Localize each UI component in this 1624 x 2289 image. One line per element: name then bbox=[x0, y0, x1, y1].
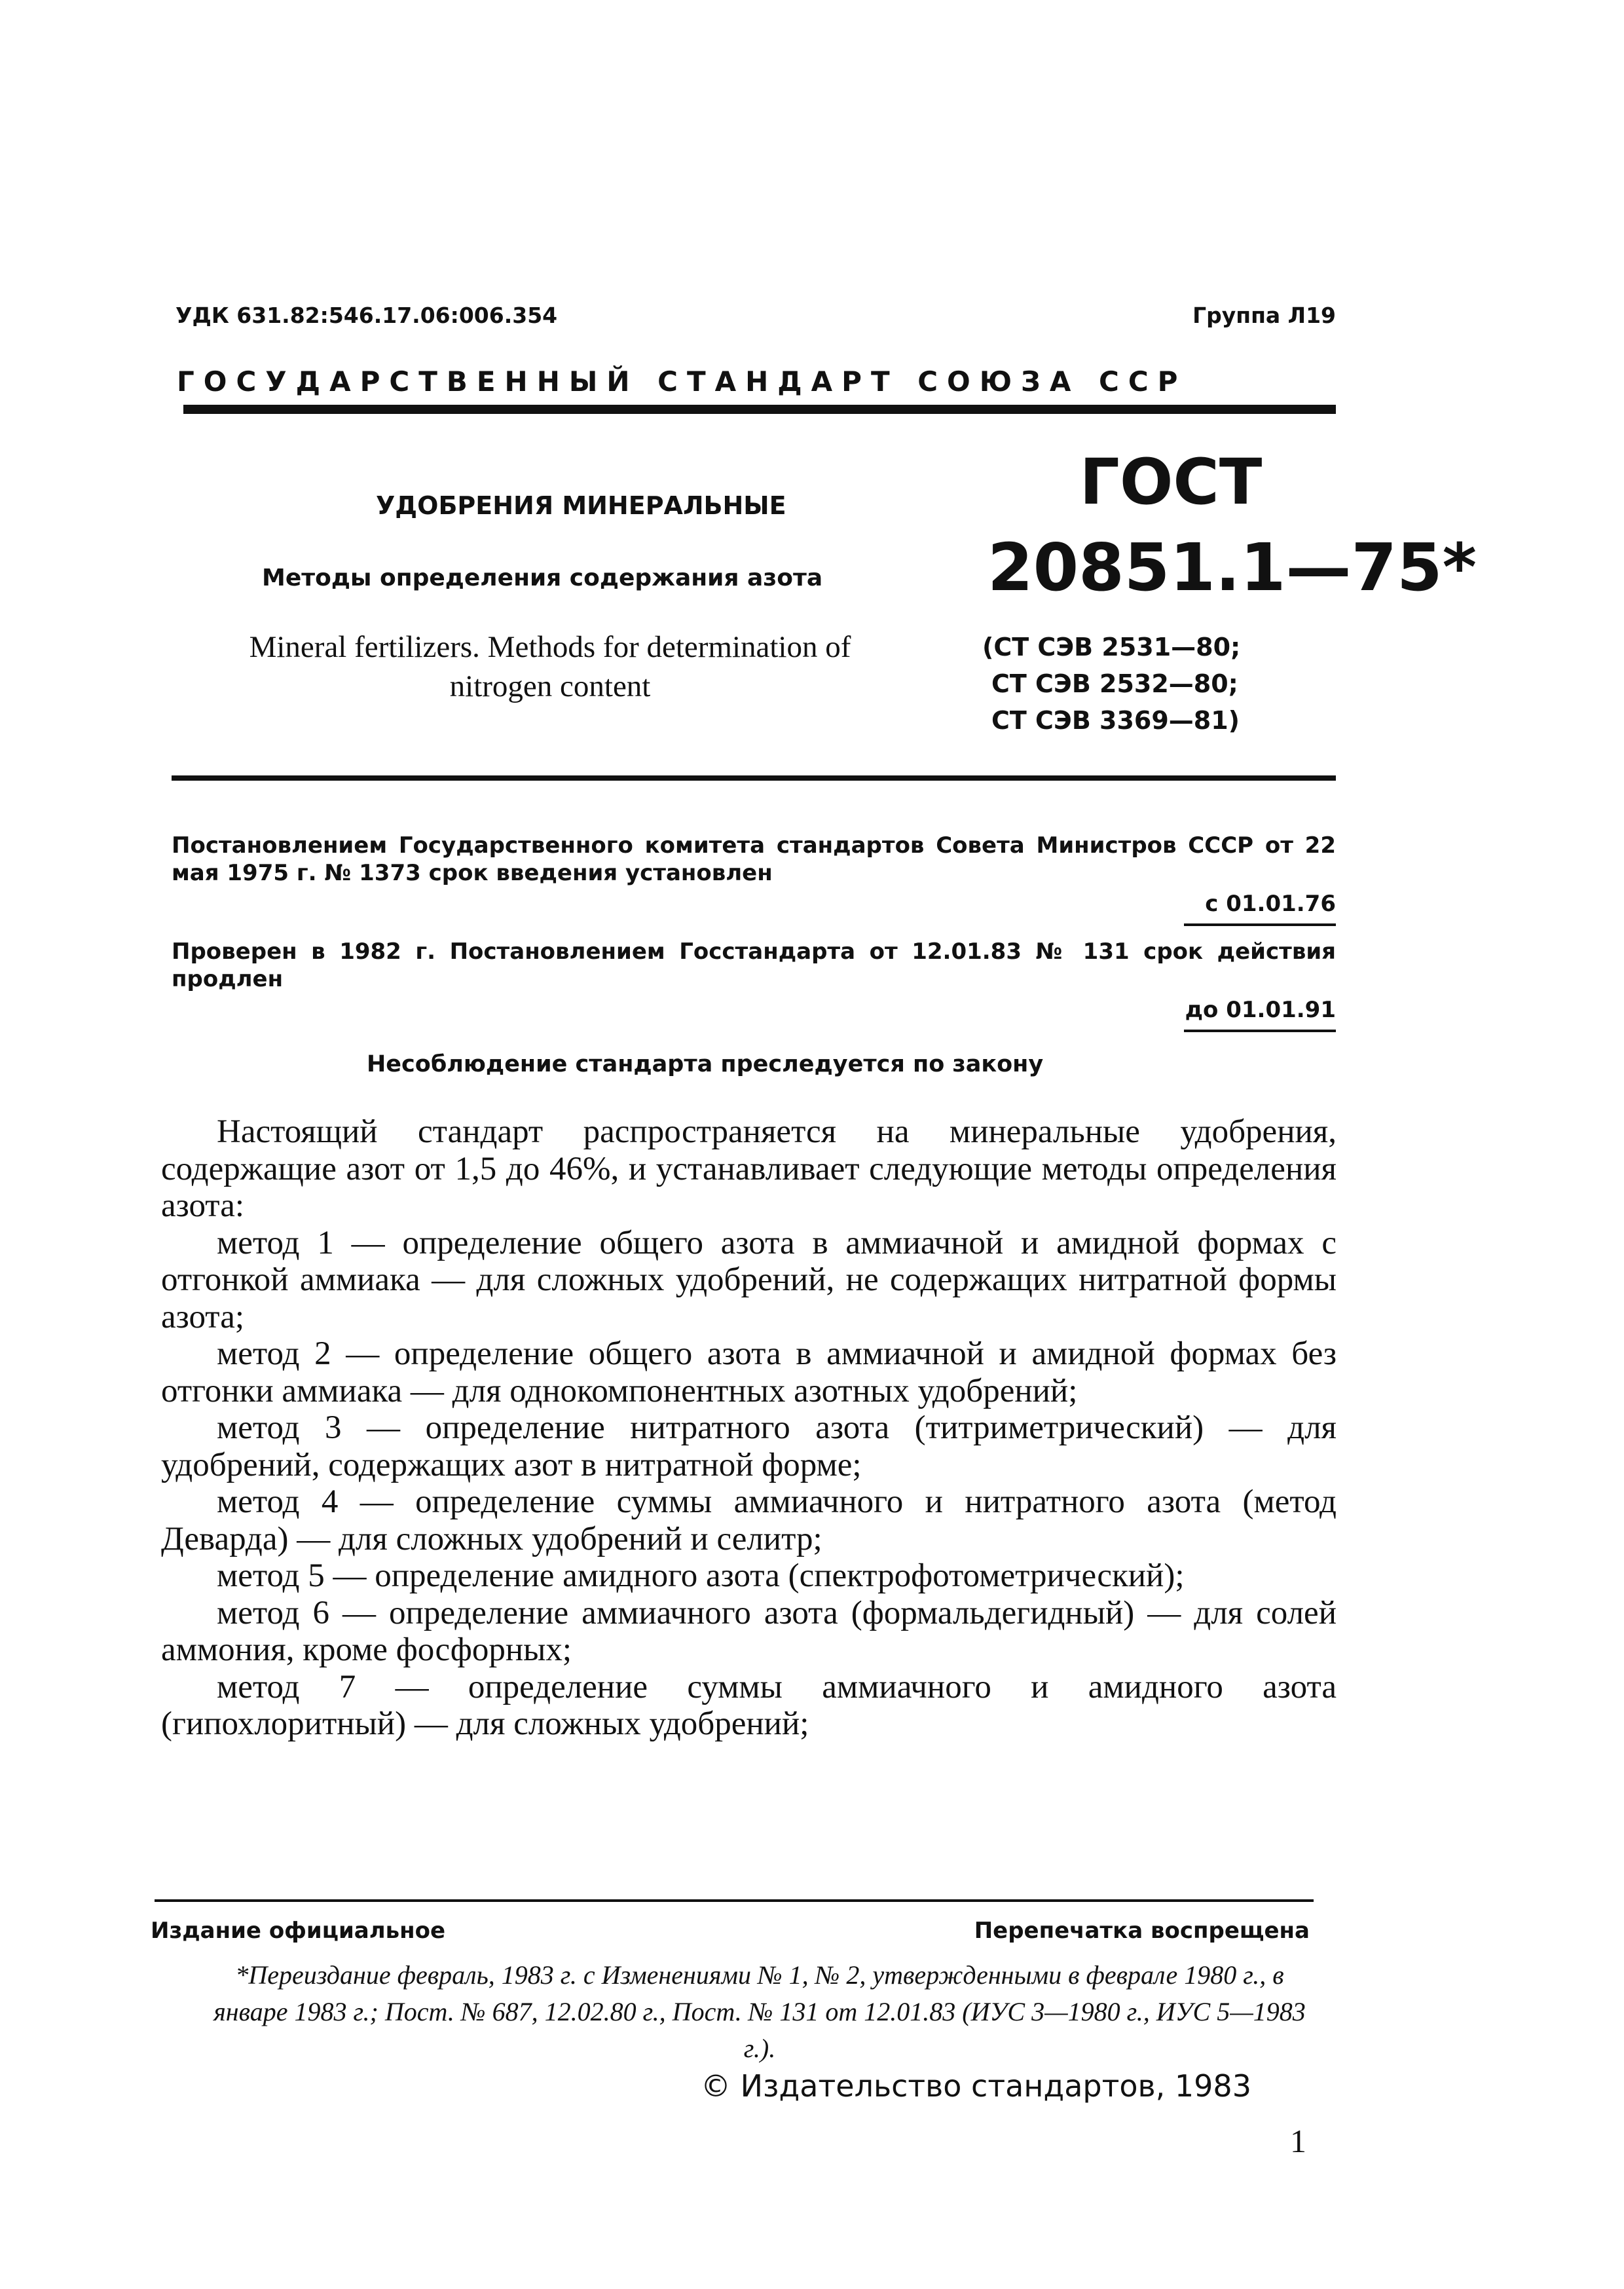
body-text bbox=[161, 1113, 1337, 1743]
intro-paragraph: Настоящий стандарт распространяется на минеральные удобрения, содержащие азот от 1,5 до 46%, и устанавливает следующие методы определения азота: bbox=[161, 1113, 1337, 1224]
group-code: Группа Л19 bbox=[1192, 303, 1336, 328]
method-item: метод 7 — определение суммы аммиачного и амидного азота (гипохлоритный) — для сложных удобрений; bbox=[161, 1668, 1337, 1742]
footer-rule bbox=[155, 1899, 1314, 1902]
gost-label: ГОСТ bbox=[1079, 445, 1263, 519]
method-item: метод 4 — определение суммы аммиачного и нитратного азота (метод Деварда) — для сложных удобрений и селитр; bbox=[161, 1483, 1337, 1557]
edition-label: Издание официальное bbox=[151, 1918, 446, 1944]
cmea-references bbox=[982, 629, 1240, 739]
title-block-rule bbox=[172, 775, 1336, 781]
cmea-reference: (СТ СЭВ 2531—80; bbox=[982, 633, 1241, 661]
state-standard-heading: ГОСУДАРСТВЕННЫЙ СТАНДАРТ СОЮЗА ССР bbox=[177, 365, 1187, 398]
legal-warning: Несоблюдение стандарта преследуется по закону bbox=[367, 1051, 1044, 1077]
method-item: метод 2 — определение общего азота в аммиачной и амидной формах без отгонки аммиака — для однокомпонентных азотных удобрений; bbox=[161, 1335, 1337, 1409]
method-item: метод 3 — определение нитратного азота (титриметрический) — для удобрений, содержащих азот в нитратной форме; bbox=[161, 1409, 1337, 1483]
header-thick-rule bbox=[183, 405, 1336, 414]
decree-introduction: Постановлением Государственного комитета стандартов Совета Министров СССР от 22 мая 1975 г. № 1373 срок введения установлен bbox=[172, 832, 1336, 886]
date-underline bbox=[1184, 1030, 1336, 1032]
date-underline bbox=[1184, 923, 1336, 926]
introduction-date: с 01.01.76 bbox=[1205, 891, 1336, 917]
cmea-reference: СТ СЭВ 3369—81) bbox=[991, 706, 1240, 735]
page-number: 1 bbox=[1290, 2123, 1306, 2159]
decree-extension: Проверен в 1982 г. Постановлением Госстандарта от 12.01.83 № 131 срок действия продлен bbox=[172, 939, 1336, 992]
reissue-note: *Переиздание февраль, 1983 г. с Изменениями № 1, № 2, утвержденными в феврале 1980 г., в январе 1983 г.; Пост. № 687, 12.02.80 г., Пост. № 131 от 12.01.83 (ИУС 3—1980 г., ИУС 5—1983 г.). bbox=[213, 1960, 1306, 2063]
gost-number: 20851.1—75* bbox=[987, 529, 1477, 606]
extension-date: до 01.01.91 bbox=[1185, 997, 1336, 1023]
udk-code: УДК 631.82:546.17.06:006.354 bbox=[175, 303, 558, 328]
document-title: УДОБРЕНИЯ МИНЕРАЛЬНЫЕ bbox=[376, 491, 786, 520]
publisher-copyright: © Издательство стандартов, 1983 bbox=[701, 2068, 1251, 2104]
method-item: метод 1 — определение общего азота в аммиачной и амидной формах с отгонкой аммиака — для сложных удобрений, не содержащих нитратной формы азота; bbox=[161, 1224, 1337, 1335]
method-item: метод 5 — определение амидного азота (спектрофотометрический); bbox=[217, 1557, 1185, 1594]
method-item: метод 6 — определение аммиачного азота (формальдегидный) — для солей аммония, кроме фосфорных; bbox=[161, 1594, 1337, 1668]
reprint-notice: Перепечатка воспрещена bbox=[974, 1918, 1310, 1944]
cmea-reference: СТ СЭВ 2532—80; bbox=[991, 669, 1238, 698]
document-title-english: Mineral fertilizers. Methods for determination of nitrogen content bbox=[249, 630, 851, 703]
document-subtitle: Методы определения содержания азота bbox=[262, 565, 823, 591]
